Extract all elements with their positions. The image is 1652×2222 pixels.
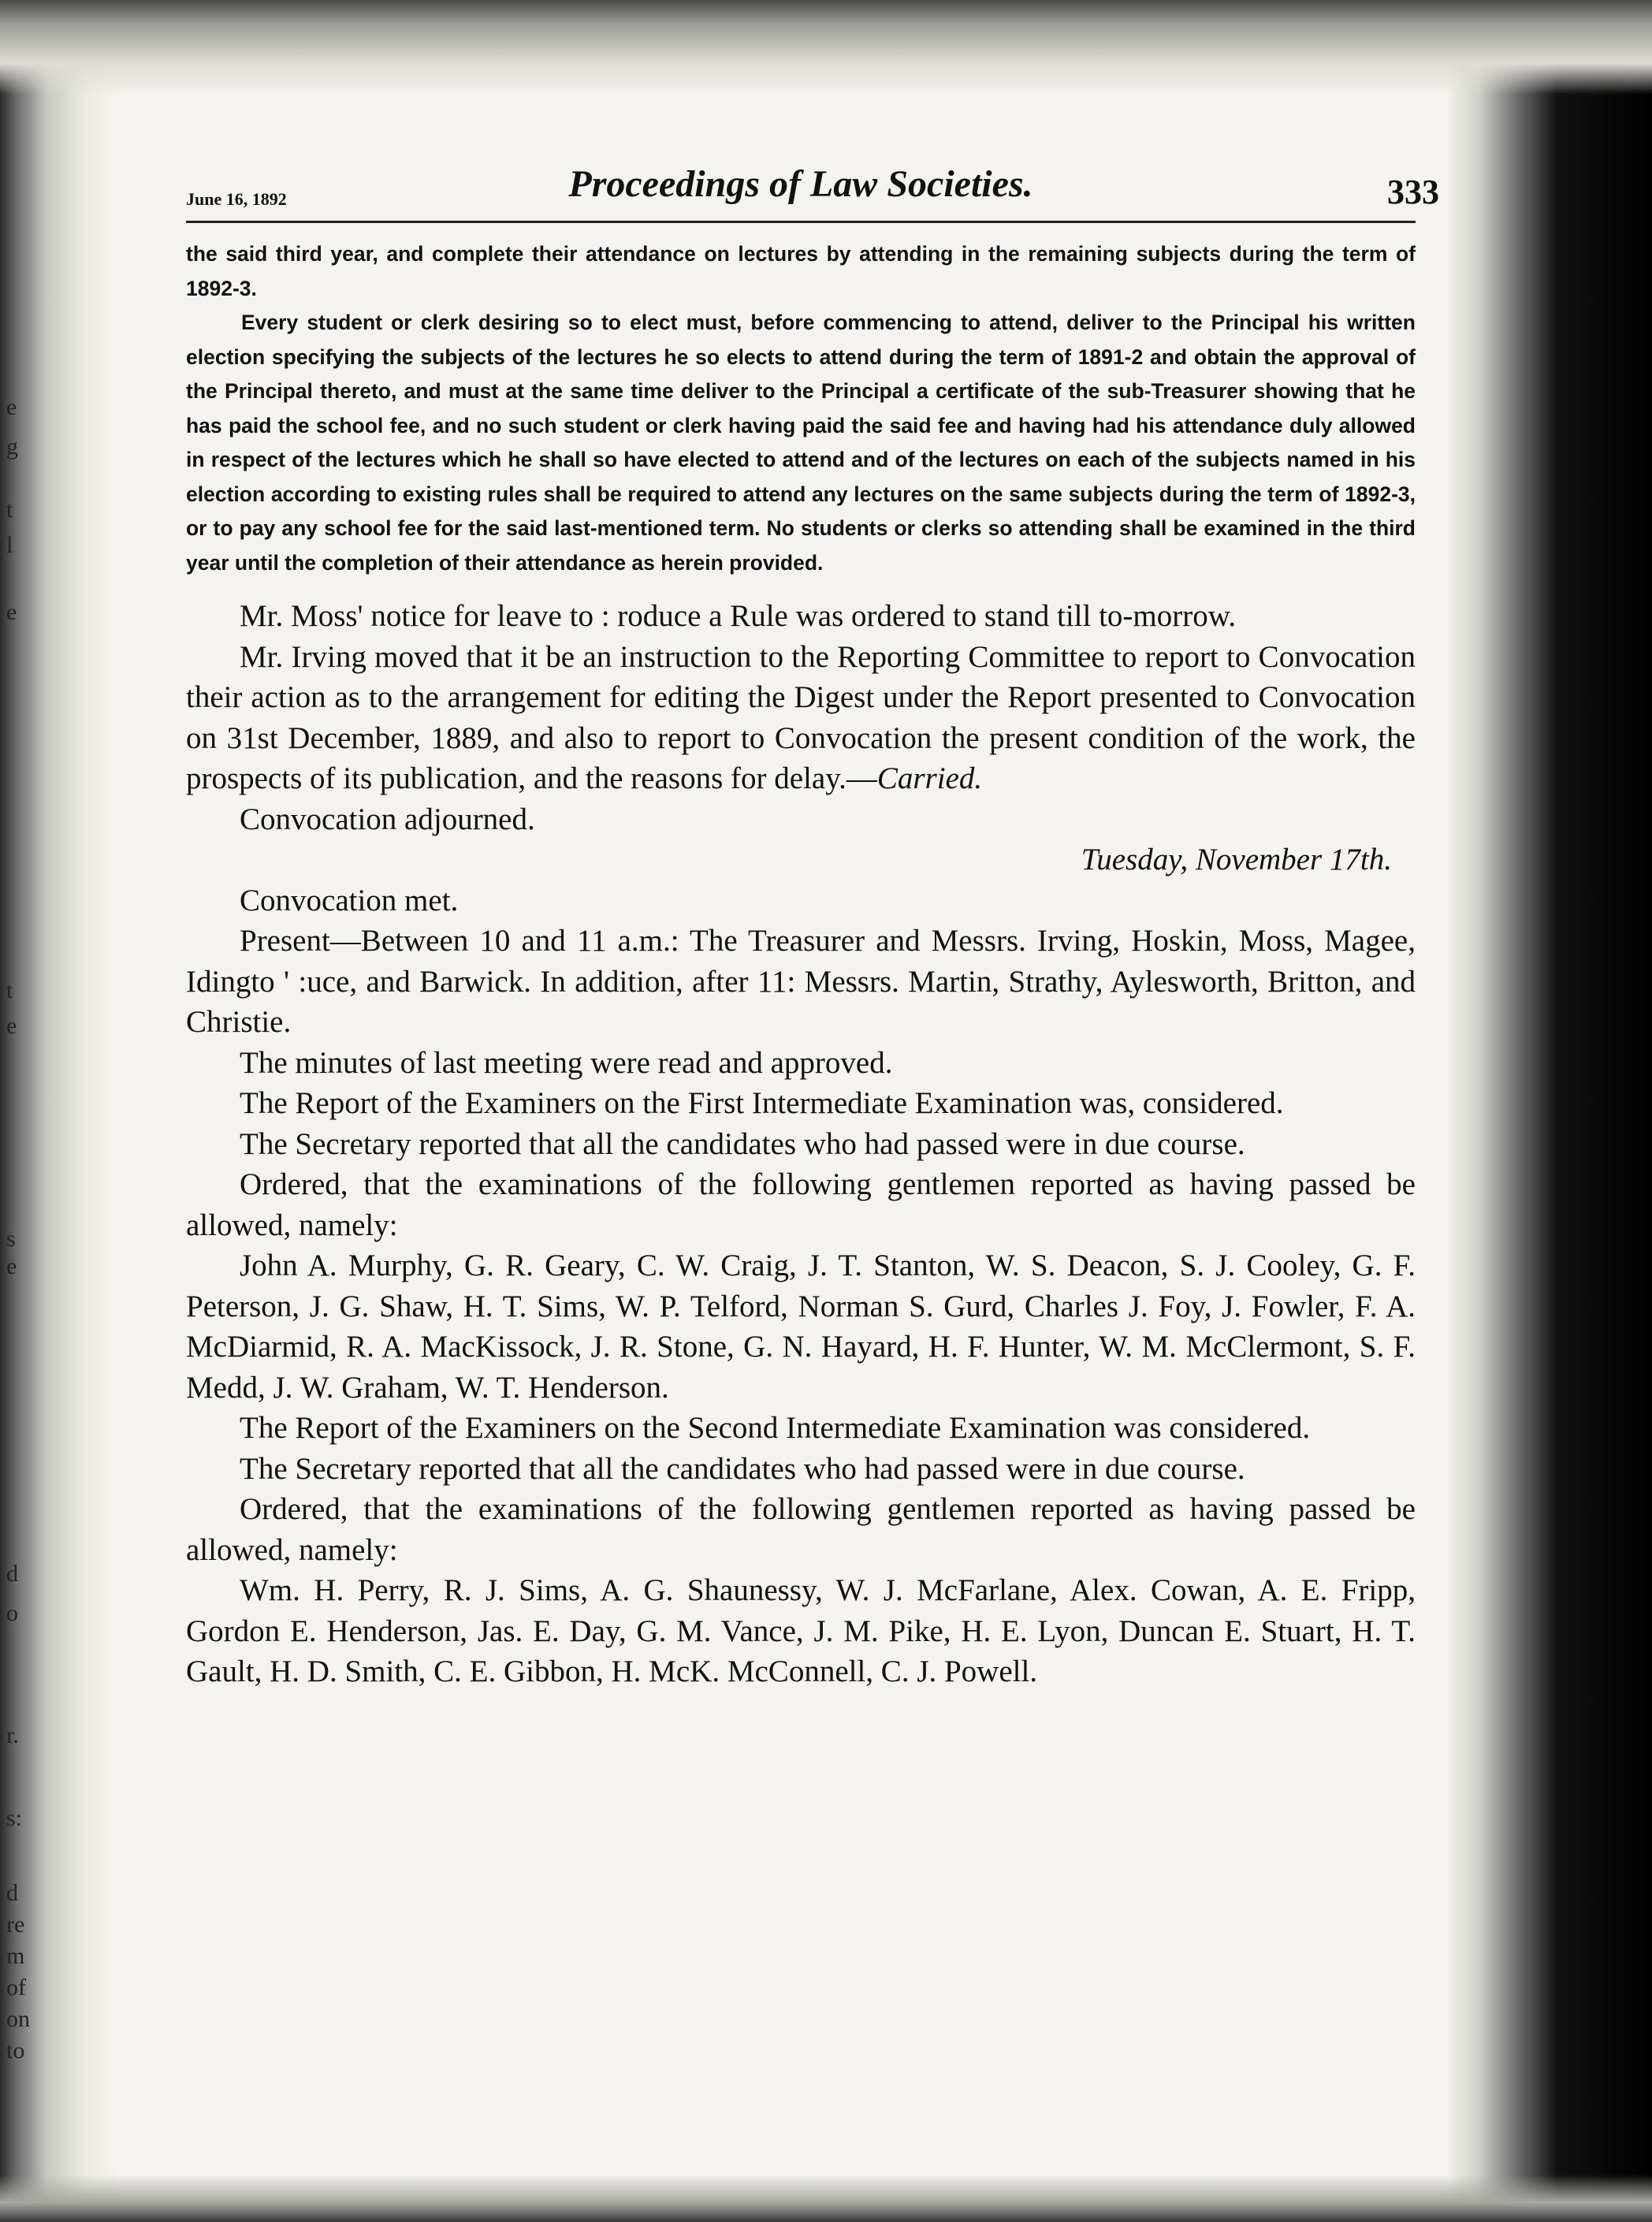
paragraph-second-intermediate: The Report of the Examiners on the Second Intermediate Examination was considered. <box>240 1411 1311 1445</box>
page-number: 333 <box>1387 173 1439 211</box>
gutter-fragment: to <box>6 2038 25 2064</box>
meeting-date: Tuesday, November 17th. <box>1081 843 1392 877</box>
gutter-fragment: l <box>6 532 13 558</box>
header-date: June 16, 1892 <box>186 189 287 209</box>
gutter-fragment: e <box>6 599 17 625</box>
minutes-body <box>186 596 1416 1692</box>
election-paragraph: Every student or clerk desiring so to elect must, before commencing to attend, deliver to the Principal his written election specifying the subjects of the lectures he so elects to attend during the term of 1891-2 and obtain the approval of the Principal thereto, and must at the same time deliver to the Principal a certificate of the sub-Treasurer showing that he has paid the school fee, and no such student or clerk having paid the said fee and having had his attendance duly allowed in respect of the lectures which he shall so have elected to attend and of the lectures on each of the subjects named in his election according to existing rules shall be required to attend any lectures on the same subjects during the term of 1892-3, or to pay any school fee for the said last-mentioned term. No students or clerks so attending shall be examined in the third year until the completion of their attendance as herein provided. <box>186 311 1416 575</box>
paragraph-names-1: John A. Murphy, G. R. Geary, C. W. Craig, J. T. Stanton, W. S. Deacon, S. J. Cooley, G. F. Peterson, J. G. Shaw, H. T. Sims, W. P. Telford, Norman S. Gurd, Charles J. Foy, J. Fowler, F. A. McDiarmid, R. A. MacKissock, J. R. Stone, G. N. Hayard, H. F. Hunter, W. M. McClermont, S. F. Medd, J. W. Graham, W. T. Henderson. <box>186 1249 1416 1405</box>
gutter-fragment: on <box>6 2006 30 2032</box>
right-page-shadow <box>1447 0 1652 2222</box>
running-header <box>186 158 1439 223</box>
gutter-fragment: s <box>6 1226 16 1252</box>
page-content <box>186 158 1439 1692</box>
paragraph-irving-motion <box>186 637 1416 799</box>
paragraph-first-intermediate: The Report of the Examiners on the First Intermediate Examination was, considered. <box>240 1086 1284 1120</box>
paragraph-secretary-report-1: The Secretary reported that all the candidates who had passed were in due course. <box>240 1126 1245 1161</box>
carried-label: Carried. <box>876 761 983 795</box>
gutter-fragment: of <box>6 1974 26 2001</box>
paragraph-ordered-1: Ordered, that the examinations of the following gentlemen reported as having passed be allowed, namely: <box>186 1167 1416 1242</box>
gutter-fragment: e <box>6 1013 17 1039</box>
paragraph-moss-notice: Mr. Moss' notice for leave to : roduce a Rule was ordered to stand till to-morrow. <box>240 599 1237 633</box>
gutter-fragment: r. <box>6 1722 19 1748</box>
paragraph-ordered-2: Ordered, that the examinations of the following gentlemen reported as having passed be allowed, namely: <box>186 1492 1416 1567</box>
paragraph-convocation-met: Convocation met. <box>240 883 459 917</box>
gutter-fragment: t <box>6 977 13 1003</box>
top-page-shadow <box>0 0 1652 95</box>
small-type-continuation <box>186 237 1416 580</box>
gutter-fragment: e <box>6 1253 17 1279</box>
paragraph-secretary-report-2: The Secretary reported that all the candidates who had passed were in due course. <box>240 1451 1245 1486</box>
gutter-fragment: o <box>6 1600 18 1626</box>
gutter-fragment: s: <box>6 1805 23 1831</box>
gutter-fragment: d <box>6 1561 18 1587</box>
paragraph-adjourned: Convocation adjourned. <box>240 802 535 836</box>
gutter-fragment: t <box>6 497 13 523</box>
paragraph-names-2: Wm. H. Perry, R. J. Sims, A. G. Shaunessy, W. J. McFarlane, Alex. Cowan, A. E. Fripp, Gordon E. Henderson, Jas. E. Day, G. M. Vance, J. M. Pike, H. E. Lyon, Duncan E. Stuart, H. T. Gault, H. D. Smith, C. E. Gibbon, H. McK. McConnell, C. J. Powell. <box>186 1573 1416 1688</box>
adjacent-page-fragments <box>6 0 54 2222</box>
paragraph-present: Present—Between 10 and 11 a.m.: The Treasurer and Messrs. Irving, Hoskin, Moss, Magee, Idingto ' :uce, and Barwick. In addition, after 11: Messrs. Martin, Strathy, Aylesworth, Britton, and Christie. <box>186 924 1416 1039</box>
gutter-fragment: m <box>6 1943 25 1969</box>
gutter-fragment: e <box>6 394 17 420</box>
header-title: Proceedings of Law Societies. <box>568 163 1033 205</box>
gutter-fragment: re <box>6 1911 25 1937</box>
gutter-fragment: g <box>6 434 18 460</box>
continued-paragraph: the said third year, and complete their attendance on lectures by attending in the remaining subjects during the term of 1892-3. <box>186 242 1416 300</box>
paragraph-minutes-approved: The minutes of last meeting were read and approved. <box>240 1045 893 1080</box>
irving-motion-text: Mr. Irving moved that it be an instruction to the Reporting Committee to report to Convocation their action as to the arrangement for editing the Digest under the Report presented to Convocation on 31st December, 1889, and also to report to Convocation the present condition of the work, the prospects of its publication, and the reasons for delay.— <box>186 639 1416 795</box>
bottom-page-shadow <box>0 2175 1652 2222</box>
gutter-fragment: d <box>6 1880 18 1906</box>
